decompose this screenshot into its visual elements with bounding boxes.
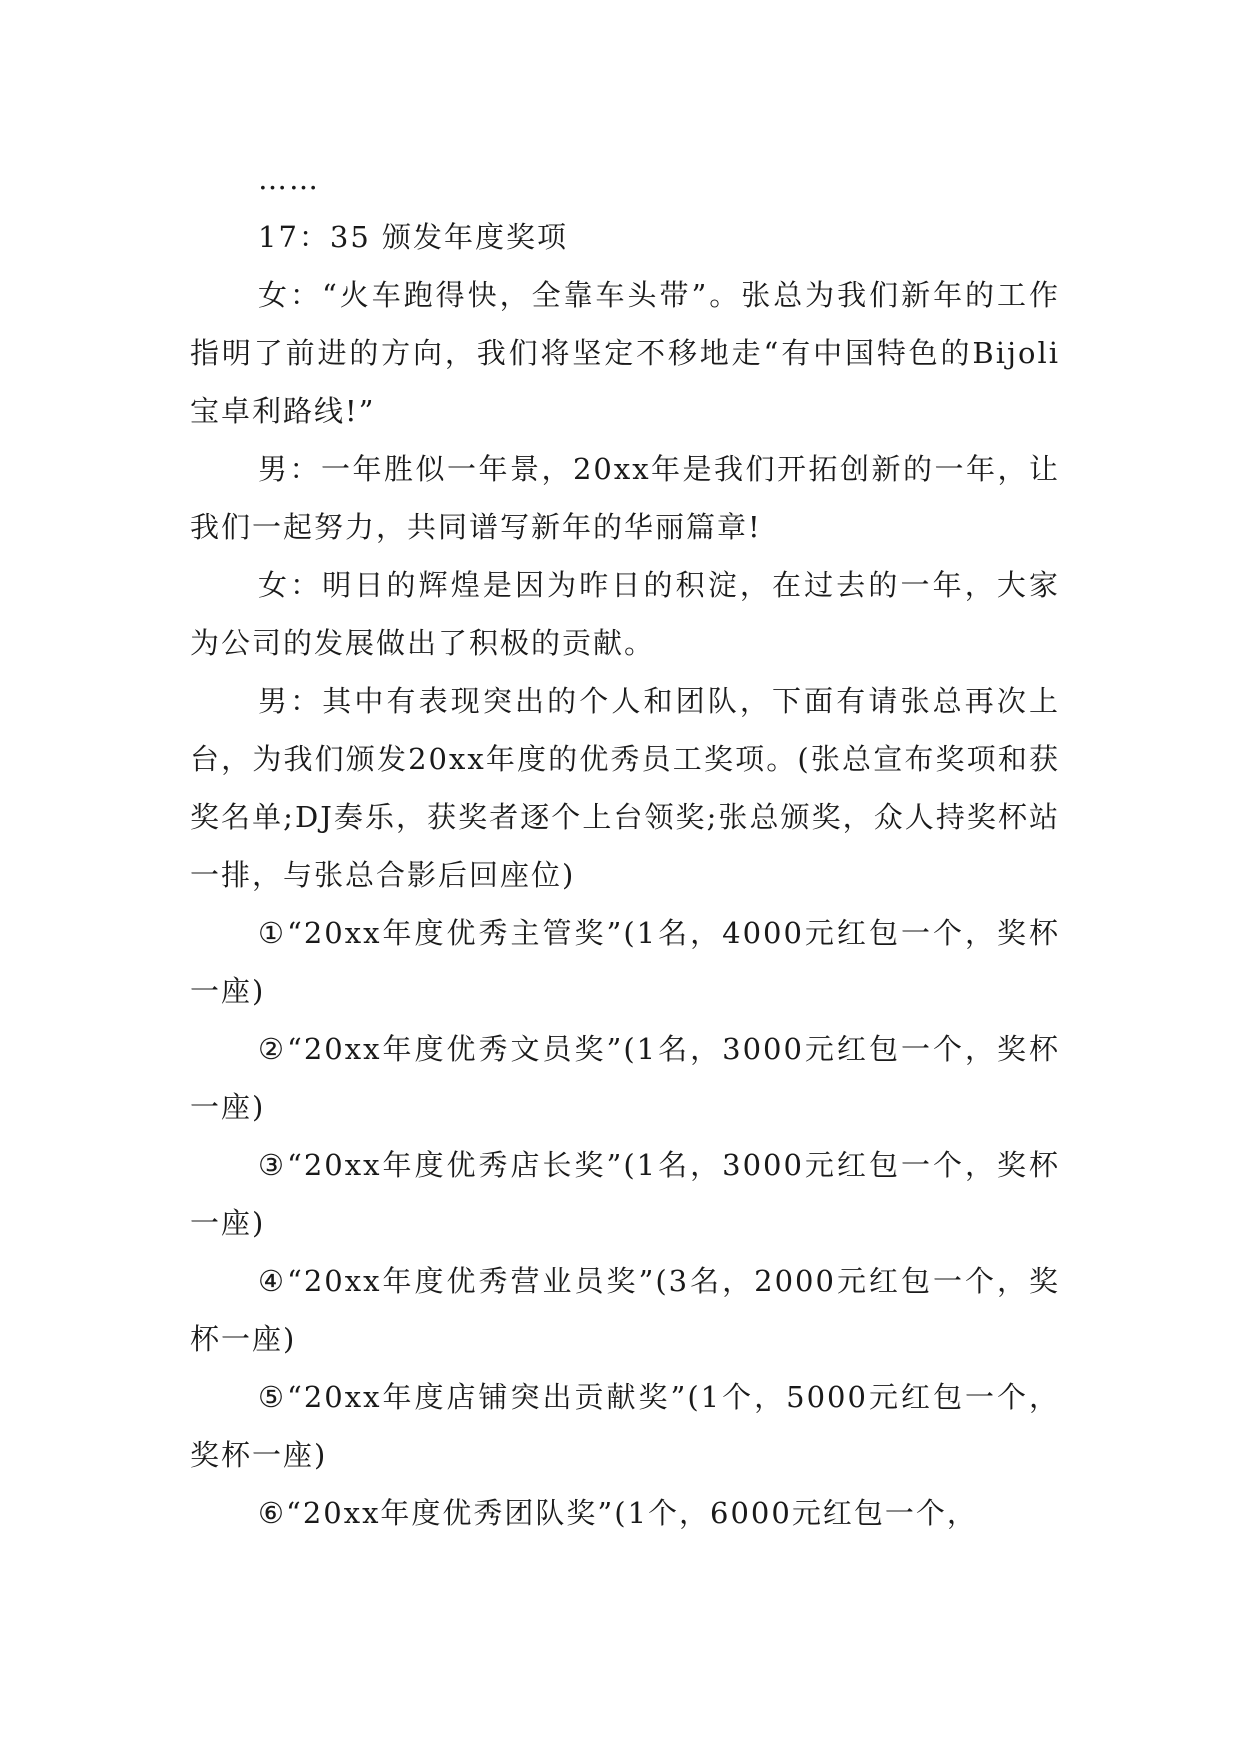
- section-time-heading: 17：35 颁发年度奖项: [258, 220, 569, 254]
- ellipsis-line: ……: [258, 162, 320, 196]
- dialogue-paragraph: 女：“火车跑得快，全靠车头带”。张总为我们新年的工作指明了前进的方向，我们将坚定不移地走“有中国特色的Bijoli宝卓利路线!”: [190, 278, 1060, 428]
- award-item: ①“20xx年度优秀主管奖”(1名，4000元红包一个，奖杯一座): [190, 916, 1060, 1008]
- document-body: [190, 150, 1060, 1542]
- award-item: ③“20xx年度优秀店长奖”(1名，3000元红包一个，奖杯一座): [190, 1148, 1060, 1240]
- award-item: ⑥“20xx年度优秀团队奖”(1个，6000元红包一个，: [258, 1496, 978, 1530]
- dialogue-paragraph: 男：其中有表现突出的个人和团队，下面有请张总再次上台，为我们颁发20xx年度的优秀员工奖项。(张总宣布奖项和获奖名单;DJ奏乐，获奖者逐个上台领奖;张总颁奖，众人持奖杯站一排，与张总合影后回座位): [190, 684, 1060, 892]
- award-item: ⑤“20xx年度店铺突出贡献奖”(1个，5000元红包一个，奖杯一座): [190, 1380, 1060, 1472]
- award-item: ④“20xx年度优秀营业员奖”(3名，2000元红包一个，奖杯一座): [190, 1264, 1060, 1356]
- dialogue-paragraph: 男：一年胜似一年景，20xx年是我们开拓创新的一年，让我们一起努力，共同谱写新年的华丽篇章!: [190, 452, 1060, 544]
- dialogue-paragraph: 女：明日的辉煌是因为昨日的积淀，在过去的一年，大家为公司的发展做出了积极的贡献。: [190, 568, 1060, 660]
- award-item: ②“20xx年度优秀文员奖”(1名，3000元红包一个，奖杯一座): [190, 1032, 1060, 1124]
